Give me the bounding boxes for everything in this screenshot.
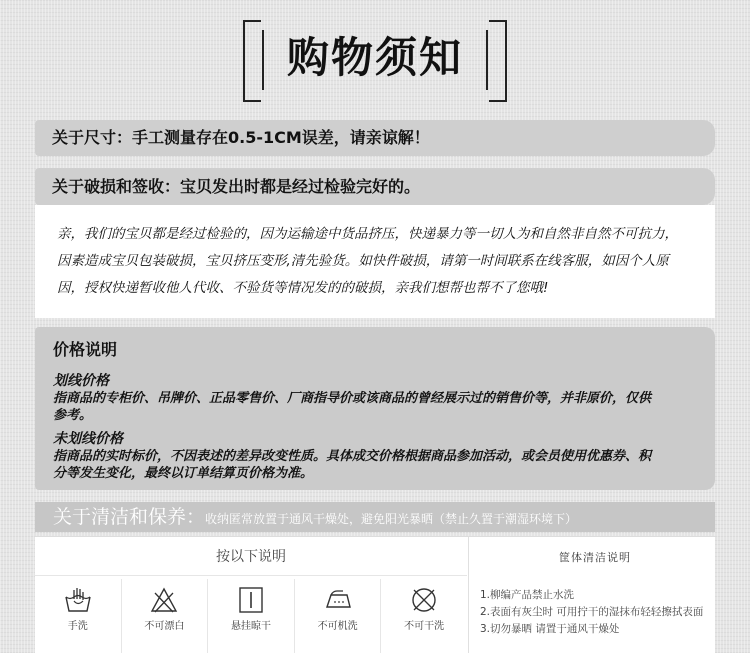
care-instruction-line: 1.柳编产品禁止水洗 xyxy=(480,589,575,601)
strike-price-line: 参考。 xyxy=(53,408,93,423)
care-subtext: 收纳匿常放置于通风干燥处，避免阳光暴晒（禁止久置于潮湿环境下） xyxy=(205,512,578,526)
care-icon-row xyxy=(35,579,467,653)
title-frame-right xyxy=(489,20,507,102)
care-left-header: 按以下说明 xyxy=(216,549,286,565)
care-heading-bar xyxy=(35,502,715,532)
care-icon-label: 悬挂晾干 xyxy=(230,621,271,632)
damage-details-box xyxy=(35,205,715,318)
care-icon-label: 不可干洗 xyxy=(404,621,445,632)
care-icon-cell xyxy=(35,579,122,653)
strike-price-title: 划线价格 xyxy=(53,373,109,389)
care-icon-cell xyxy=(122,579,209,653)
divider xyxy=(468,537,469,653)
hand-wash-icon xyxy=(63,585,93,615)
no-machine-wash-icon xyxy=(323,585,353,615)
damage-heading-bar: 关于破损和签收：宝贝发出时都是经过检验完好的。 xyxy=(35,168,715,205)
price-explanation-box xyxy=(35,327,715,490)
no-bleach-icon xyxy=(149,585,179,615)
damage-line: 因素造成宝贝包装破损，宝贝挤压变形,清先验货。如快件破损，请第一时间联系在线客服，如因个人原 xyxy=(57,253,669,269)
damage-line: 亲，我们的宝贝都是经过检验的，因为运输途中货品挤压，快递暴力等一切人为和自然非自然不可抗力， xyxy=(57,226,678,242)
price-heading: 价格说明 xyxy=(53,340,118,359)
page-title: 购物须知 xyxy=(286,33,463,82)
nostrike-price-line: 分等发生变化，最终以订单结算页价格为准。 xyxy=(53,466,314,481)
strike-price-line: 指商品的专柜价、吊牌价、正品零售价、厂商指导价或该商品的曾经展示过的销售价等，并非原价，仅供 xyxy=(53,391,652,406)
nostrike-price-line: 指商品的实时标价，不因表述的差异改变性质。具体成交价格根据商品参加活动，或会员使用优惠券、积 xyxy=(53,449,652,464)
care-icon-cell xyxy=(295,579,382,653)
care-instruction-line: 3.切勿暴晒 请置于通风干燥处 xyxy=(480,623,620,635)
care-icon-cell xyxy=(381,579,467,653)
care-icon-label: 手洗 xyxy=(67,621,88,632)
care-right-list xyxy=(480,587,715,638)
care-icon-cell xyxy=(208,579,295,653)
care-right-header: 筐体清洁说明 xyxy=(559,551,631,564)
hang-dry-icon xyxy=(236,585,266,615)
nostrike-price-title: 未划线价格 xyxy=(53,431,123,447)
care-icon-label: 不可漂白 xyxy=(144,621,185,632)
care-heading: 关于清洁和保养： xyxy=(53,506,206,528)
title-frame-left xyxy=(243,20,261,102)
care-instruction-line: 2.表面有灰尘时 可用拧干的湿抹布轻轻擦拭表面 xyxy=(480,606,704,618)
care-instructions-table xyxy=(35,536,715,653)
damage-line: 因，授权快递暂收他人代收、不验货等情况发的的破损，亲我们想帮也帮不了您哦! xyxy=(57,280,549,296)
divider xyxy=(35,575,467,576)
size-notice-bar: 关于尺寸：手工测量存在0.5-1CM误差，请亲谅解！ xyxy=(35,120,715,156)
no-dry-clean-icon xyxy=(409,585,439,615)
care-icon-label: 不可机洗 xyxy=(317,621,358,632)
